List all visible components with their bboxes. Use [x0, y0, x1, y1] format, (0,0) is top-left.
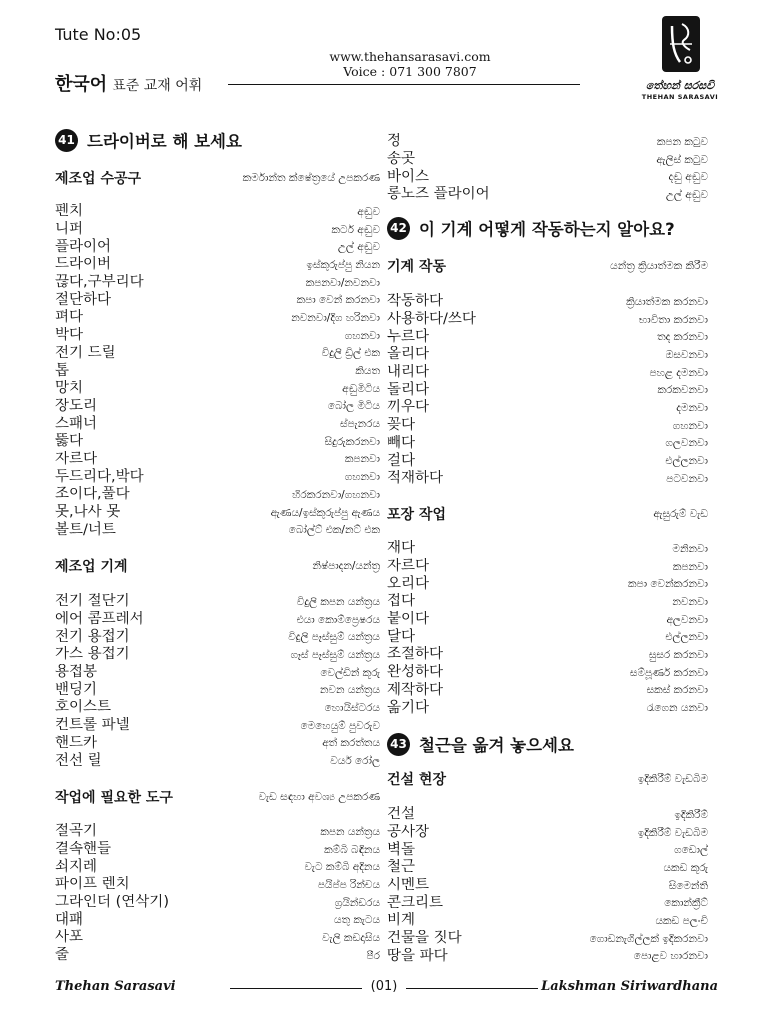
korean-word: 망치	[55, 380, 84, 397]
korean-word: 붙이다	[387, 611, 430, 628]
korean-word: 끼우다	[387, 399, 430, 416]
vocab-row	[55, 823, 380, 841]
vocab-row	[55, 380, 380, 398]
korean-word: 에어 콤프레서	[55, 611, 144, 628]
page-number: (01)	[370, 979, 398, 994]
sinhala-meaning: නවන යන්ත්‍රය	[319, 684, 380, 697]
vocab-row	[387, 364, 708, 382]
sinhala-meaning: උල් අඬුව	[337, 241, 380, 254]
vocab-row	[55, 752, 380, 770]
sinhala-meaning: කියත	[355, 365, 380, 378]
sinhala-meaning: විදුලි කපන යන්ත්‍රය	[296, 595, 380, 608]
page-title	[55, 70, 202, 96]
sinhala-meaning: වයර් රෝල	[330, 755, 380, 768]
logo-icon	[660, 14, 702, 74]
footer-author: Lakshman Siriwardhana	[541, 979, 718, 994]
vocab-row	[55, 611, 380, 629]
sinhala-meaning: ගෑස් පෑස්සුම් යන්ත්‍රය	[290, 648, 380, 661]
vocab-row	[55, 486, 380, 504]
sinhala-meaning: දඬු අඬුව	[668, 171, 708, 184]
korean-word: 바이스	[387, 168, 430, 185]
vocab-row	[55, 362, 380, 380]
vocab-row	[55, 628, 380, 646]
section-heading-korean: 제조업 기계	[55, 559, 128, 575]
vocab-row	[55, 345, 380, 363]
korean-word: 플라이어	[55, 238, 112, 255]
section-heading-korean: 포장 작업	[387, 507, 446, 523]
vocab-row	[387, 399, 708, 417]
vocab-list	[55, 203, 380, 539]
sinhala-meaning: ගොඩනැගිල්ලක් ඉදිකරනවා	[589, 932, 708, 945]
vocab-row	[387, 151, 708, 169]
section-heading-korean: 제조업 수공구	[55, 171, 142, 187]
lesson-title: 드라이버로 해 보세요	[87, 132, 242, 151]
section-heading	[55, 787, 380, 807]
korean-word: 송곳	[387, 151, 416, 168]
sinhala-meaning: කටර් අඬුව	[331, 223, 380, 236]
korean-word: 호이스트	[55, 699, 112, 716]
korean-word: 대패	[55, 911, 84, 928]
vocab-row	[55, 876, 380, 894]
sinhala-meaning: සකස් කරනවා	[646, 684, 708, 697]
vocab-row	[387, 293, 708, 311]
vocab-row	[55, 291, 380, 309]
korean-word: 그라인더 (연삭기)	[55, 894, 169, 911]
vocab-row	[55, 735, 380, 753]
sinhala-meaning: භාවිතා කරනවා	[639, 313, 708, 326]
vocab-row	[387, 948, 708, 966]
korean-word: 제작하다	[387, 681, 444, 698]
korean-word: 건물을 짓다	[387, 930, 462, 947]
vocab-list	[387, 806, 708, 965]
sinhala-meaning: ග්‍රයින්ඩරය	[334, 896, 380, 909]
logo-english-wordmark: THEHAN SARASAVI	[641, 93, 719, 101]
sinhala-meaning: එයා කොම්ප්‍රෙෂරය	[296, 613, 380, 626]
section-heading-sinhala: ඉදිකිරීම් වැඩබිම	[637, 772, 708, 785]
page-title-bold: 한국어	[55, 74, 108, 95]
vocab-row	[55, 327, 380, 345]
vocab-row	[387, 841, 708, 859]
section-heading	[387, 504, 708, 524]
sinhala-meaning: එල්ලනවා	[665, 631, 708, 644]
sinhala-meaning: පයිප්ප රින්චය	[317, 878, 380, 891]
vocab-row	[387, 311, 708, 329]
sinhala-meaning: ගඩොල්	[674, 844, 708, 857]
vocab-row	[387, 646, 708, 664]
korean-word: 공사장	[387, 824, 430, 841]
lesson-title: 이 기계 어떻게 작동하는지 알아요?	[419, 220, 675, 239]
vocab-row	[55, 646, 380, 664]
vocab-row	[55, 468, 380, 486]
sinhala-meaning: කම්බි බඳිනය	[324, 843, 380, 856]
sinhala-meaning: නවනවා	[672, 595, 708, 608]
korean-word: 롱노즈 플라이어	[387, 186, 490, 203]
sinhala-meaning: පොළව හාරනවා	[633, 950, 708, 963]
sinhala-meaning: කපා වෙන් කරනවා	[296, 294, 380, 307]
section-heading	[55, 168, 380, 188]
vocab-row	[55, 203, 380, 221]
vocab-list	[55, 593, 380, 770]
vocab-row	[387, 628, 708, 646]
sinhala-meaning: සිදුරුකරනවා	[324, 435, 380, 448]
section-heading-korean: 작업에 필요한 도구	[55, 790, 173, 806]
vocab-row	[387, 417, 708, 435]
korean-word: 펜치	[55, 203, 84, 220]
section-heading	[387, 256, 708, 276]
vocab-row	[387, 593, 708, 611]
sinhala-meaning: අත් කරත්තය	[322, 737, 380, 750]
sinhala-meaning: උල් අඬුව	[665, 188, 708, 201]
korean-word: 용접봉	[55, 664, 98, 681]
vocab-row	[55, 238, 380, 256]
korean-word: 컨트롤 파넬	[55, 717, 130, 734]
header-rule	[228, 84, 580, 85]
sinhala-meaning: පටවනවා	[666, 472, 708, 485]
sinhala-meaning: ඇණය/ඉස්කුරුප්පු ඇණය	[270, 506, 380, 519]
vocab-row	[387, 611, 708, 629]
korean-word: 자르다	[55, 450, 98, 467]
korean-word: 두드리다,박다	[55, 468, 144, 485]
vocab-row	[387, 452, 708, 470]
sinhala-meaning: කපනවා	[344, 453, 380, 466]
vocab-row	[55, 699, 380, 717]
sinhala-meaning: යතු කැටය	[334, 914, 380, 927]
korean-word: 절곡기	[55, 823, 98, 840]
section-heading	[55, 556, 380, 576]
section-heading-korean: 기계 작동	[387, 259, 446, 275]
website-url: www.thehansarasavi.com	[329, 49, 491, 64]
vocab-row	[55, 274, 380, 292]
sinhala-meaning: සිමෙන්ති	[668, 879, 708, 892]
korean-word: 오리다	[387, 575, 430, 592]
vocab-row	[55, 947, 380, 965]
vocab-row	[55, 398, 380, 416]
vocab-row	[387, 575, 708, 593]
korean-word: 내리다	[387, 364, 430, 381]
vocab-row	[387, 133, 708, 151]
korean-word: 벽돌	[387, 841, 416, 858]
section-heading	[387, 769, 708, 789]
korean-word: 시멘트	[387, 877, 430, 894]
vocab-row	[55, 929, 380, 947]
sinhala-meaning: කපා වෙන්කරනවා	[627, 578, 708, 591]
korean-word: 전기 절단기	[55, 593, 130, 610]
sinhala-meaning: සුසර කරනවා	[648, 648, 708, 661]
korean-word: 옮기다	[387, 699, 430, 716]
sinhala-meaning: කරකවනවා	[657, 384, 708, 397]
korean-word: 톱	[55, 362, 70, 379]
vocab-row	[387, 894, 708, 912]
korean-word: 조절하다	[387, 646, 444, 663]
korean-word: 가스 용접기	[55, 646, 130, 663]
vocab-row	[387, 186, 708, 204]
sinhala-meaning: ක්‍රියාත්මක කරනවා	[626, 295, 708, 308]
vocab-row	[55, 841, 380, 859]
korean-word: 사용하다/쓰다	[387, 311, 476, 328]
vocab-row	[55, 504, 380, 522]
sinhala-meaning: සම්පූර්ණ කරනවා	[629, 666, 708, 679]
sinhala-meaning: දමනවා	[676, 401, 708, 414]
sinhala-meaning: කපනවා	[672, 560, 708, 573]
korean-word: 장도리	[55, 397, 98, 414]
korean-word: 결속핸들	[55, 841, 112, 858]
vocab-row	[387, 806, 708, 824]
sinhala-meaning: කපන කටුව	[656, 135, 708, 148]
vocab-list	[55, 823, 380, 965]
vocab-row	[55, 521, 380, 539]
vocab-row	[55, 593, 380, 611]
section-heading-sinhala: ඇසුරුම් වැඩ	[653, 507, 708, 520]
sinhala-meaning: තද කරනවා	[657, 331, 708, 344]
lesson-number-badge: 41	[55, 129, 78, 152]
vocab-row	[387, 859, 708, 877]
korean-word: 접다	[387, 593, 416, 610]
sinhala-meaning: මෙහෙයුම් පුවරුව	[300, 719, 380, 732]
korean-word: 핸드카	[55, 734, 98, 751]
korean-word: 전기 드릴	[55, 344, 116, 361]
section-heading-sinhala: නිෂ්පාදන/යන්ත්‍ර	[312, 559, 380, 572]
korean-word: 니퍼	[55, 221, 84, 238]
korean-word: 펴다	[55, 309, 84, 326]
vocab-row	[55, 221, 380, 239]
vocab-row	[387, 824, 708, 842]
sinhala-meaning: විදුලි ඩ්‍රිල් එක	[321, 347, 380, 360]
korean-word: 건설	[387, 806, 416, 823]
sinhala-meaning: ගහනවා	[344, 329, 380, 342]
korean-word: 박다	[55, 327, 84, 344]
vocab-row	[55, 664, 380, 682]
voice-number: Voice : 071 300 7807	[343, 64, 477, 79]
lesson-42-heading	[387, 216, 708, 240]
vocab-row	[55, 433, 380, 451]
korean-word: 전기 용접기	[55, 628, 130, 645]
section-heading-korean: 건설 현장	[387, 772, 446, 788]
korean-word: 콘크리트	[387, 894, 444, 911]
vocab-row	[387, 682, 708, 700]
page-title-rest: 표준 교재 어휘	[112, 78, 203, 94]
korean-word: 꽂다	[387, 417, 416, 434]
korean-word: 쇠지레	[55, 858, 98, 875]
vocab-row	[387, 168, 708, 186]
sinhala-meaning: ගහනවා	[344, 471, 380, 484]
sinhala-meaning: හිරකරනවා/ගහනවා	[292, 488, 380, 501]
vocab-row	[387, 930, 708, 948]
vocab-row	[387, 912, 708, 930]
sinhala-meaning: ඔසවනවා	[665, 348, 708, 361]
sinhala-meaning: වෙල්ඩින් කූරු	[320, 666, 380, 679]
vocab-row	[55, 911, 380, 929]
sinhala-meaning: විදුලි පෑස්සුම් යන්ත්‍රය	[288, 631, 380, 644]
sinhala-meaning: ගලවනවා	[665, 437, 708, 450]
sinhala-meaning: ඉදිකිරීම්	[674, 808, 708, 821]
vocab-row	[387, 699, 708, 717]
sinhala-meaning: ස්පැනරය	[339, 418, 380, 431]
vocab-row	[55, 858, 380, 876]
vocab-row	[387, 435, 708, 453]
section-heading-sinhala: වැඩ සඳහා අවශ්‍ය උපකරණ	[258, 790, 380, 803]
korean-word: 사포	[55, 929, 84, 946]
sinhala-meaning: යකඩ පලංචි	[655, 914, 708, 927]
korean-word: 달다	[387, 628, 416, 645]
footer-rule-right	[406, 988, 538, 989]
section-heading-sinhala: කර්මාන්ත ක්ෂේත්‍රයේ උපකරණ	[242, 171, 380, 184]
korean-word: 작동하다	[387, 293, 444, 310]
sinhala-meaning: ගහනවා	[672, 419, 708, 432]
korean-word: 스패너	[55, 415, 98, 432]
sinhala-meaning: කපනවා/නවනවා	[305, 276, 380, 289]
vocab-row	[55, 309, 380, 327]
lesson-number-badge: 43	[387, 733, 410, 756]
sinhala-meaning: කොන්ක්‍රීට්	[664, 897, 708, 910]
sinhala-meaning: අඬුමිටිය	[342, 382, 380, 395]
lesson-43-heading	[387, 732, 708, 756]
sinhala-meaning: රැගෙන යනවා	[646, 702, 708, 715]
sinhala-meaning: පීර	[366, 949, 380, 962]
korean-word: 드라이버	[55, 256, 112, 273]
korean-word: 끊다,구부리다	[55, 274, 144, 291]
footer-rule-left	[230, 988, 362, 989]
sinhala-meaning: අලවනවා	[666, 613, 708, 626]
korean-word: 철근	[387, 859, 416, 876]
vocab-list-continued	[387, 133, 708, 204]
sinhala-meaning: ඇලිස් කටුව	[656, 153, 708, 166]
sinhala-meaning: මනිනවා	[672, 542, 708, 555]
tute-number: Tute No:05	[55, 25, 142, 44]
vocab-row	[387, 470, 708, 488]
footer-brand: Thehan Sarasavi	[55, 979, 176, 994]
vocab-row	[55, 894, 380, 912]
sinhala-meaning: අඬුව	[357, 205, 380, 218]
vocab-row	[55, 451, 380, 469]
vocab-list	[387, 540, 708, 717]
sinhala-meaning: වැට කම්බි අදිනය	[304, 861, 380, 874]
korean-word: 재다	[387, 540, 416, 557]
sinhala-meaning: බෝල්ට් එක/නට් එක	[288, 524, 380, 537]
lesson-title: 철근을 옮겨 놓으세요	[419, 736, 574, 755]
sinhala-meaning: ඉදිකිරීම් වැඩබිම	[637, 826, 708, 839]
vocab-row	[387, 664, 708, 682]
korean-word: 절단하다	[55, 291, 112, 308]
korean-word: 밴딩기	[55, 681, 98, 698]
sinhala-meaning: බෝල මිටිය	[327, 400, 380, 413]
korean-word: 줄	[55, 947, 70, 964]
vocab-row	[387, 328, 708, 346]
korean-word: 비계	[387, 912, 416, 929]
korean-word: 정	[387, 133, 402, 150]
sinhala-meaning: යකඩ කූරු	[663, 861, 708, 874]
vocab-row	[55, 681, 380, 699]
korean-word: 조이다,풀다	[55, 486, 130, 503]
sinhala-meaning: නවනවා/දිග හරිනවා	[291, 311, 380, 324]
logo-sinhala-wordmark: තේහන් සරසවි	[645, 79, 715, 92]
korean-word: 돌리다	[387, 381, 430, 398]
lesson-number-badge: 42	[387, 217, 410, 240]
vocab-row	[55, 415, 380, 433]
korean-word: 자르다	[387, 558, 430, 575]
vocab-list	[387, 293, 708, 488]
sinhala-meaning: එල්ලනවා	[665, 455, 708, 468]
korean-word: 올리다	[387, 346, 430, 363]
sinhala-meaning: වැලි කඩදාසිය	[322, 931, 380, 944]
sinhala-meaning: කපන යන්ත්‍රය	[320, 825, 380, 838]
korean-word: 걸다	[387, 452, 416, 469]
korean-word: 완성하다	[387, 664, 444, 681]
vocab-row	[387, 381, 708, 399]
sinhala-meaning: හොයිස්ටරය	[324, 701, 380, 714]
vocab-row	[55, 256, 380, 274]
vocab-row	[387, 558, 708, 576]
korean-word: 전선 릴	[55, 752, 102, 769]
korean-word: 볼트/너트	[55, 521, 116, 538]
korean-word: 못,나사 못	[55, 504, 121, 521]
vocab-row	[55, 717, 380, 735]
sinhala-meaning: පහළ දමනවා	[649, 366, 708, 379]
korean-word: 파이프 렌치	[55, 876, 130, 893]
section-heading-sinhala: යන්ත්‍ර ක්‍රියාත්මක කිරීම	[610, 259, 708, 272]
sinhala-meaning: ඉස්කුරුප්පු නියන	[306, 258, 380, 271]
korean-word: 빼다	[387, 434, 416, 451]
korean-word: 누르다	[387, 328, 430, 345]
lesson-41-heading	[55, 128, 380, 152]
vocab-row	[387, 540, 708, 558]
korean-word: 땅을 파다	[387, 947, 448, 964]
korean-word: 뚫다	[55, 433, 84, 450]
vocab-row	[387, 877, 708, 895]
vocab-row	[387, 346, 708, 364]
korean-word: 적재하다	[387, 470, 444, 487]
